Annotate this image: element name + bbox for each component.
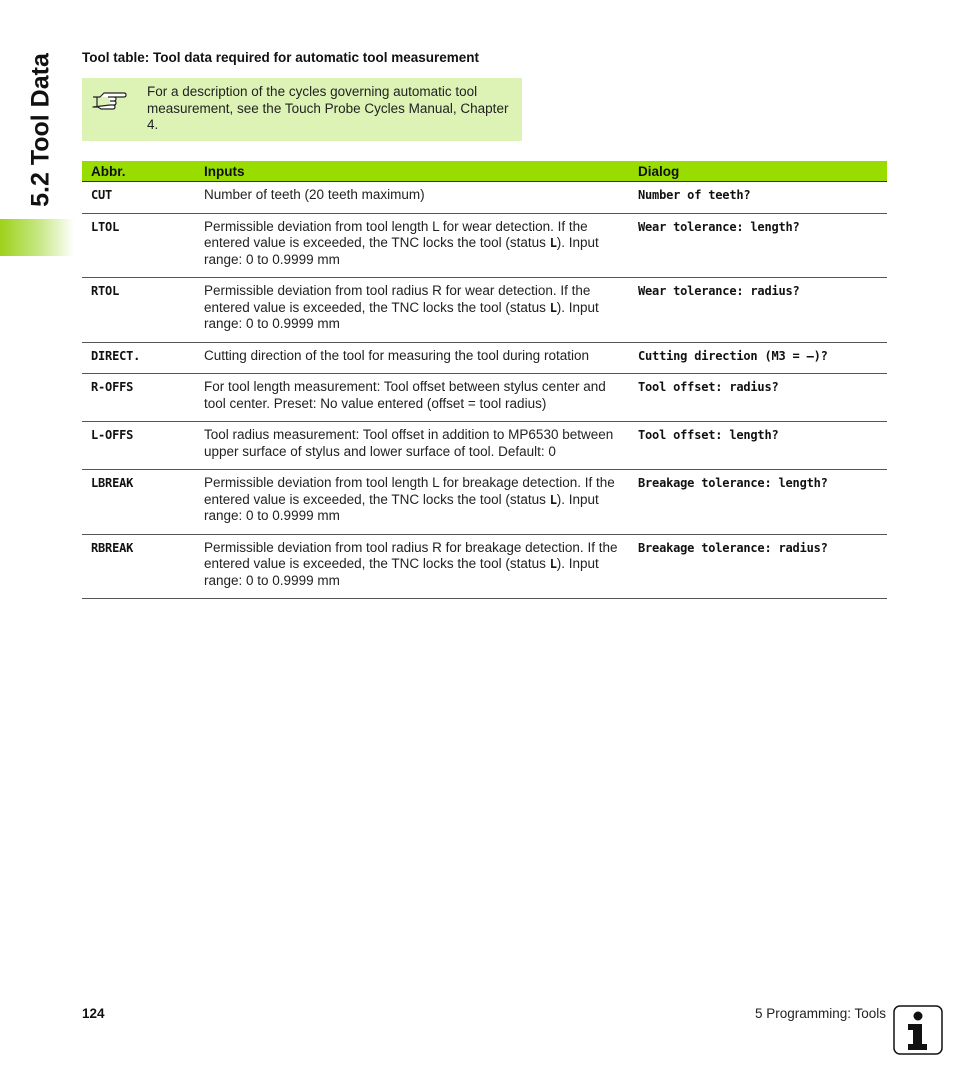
- table-header-row: [82, 161, 887, 182]
- row-inputs: [195, 470, 629, 535]
- table-row: [82, 278, 887, 343]
- row-dialog: Breakage tolerance: length?: [638, 476, 828, 490]
- row-abbr: RTOL: [91, 284, 120, 298]
- row-inputs-text: Permissible deviation from tool length L for wear detection. If the entered value is exceeded, the TNC locks the tool (status: [204, 218, 588, 250]
- header-abbr: Abbr.: [82, 161, 195, 182]
- note-box: [82, 78, 522, 141]
- tool-data-table: [82, 161, 887, 599]
- table-row: [82, 182, 887, 214]
- row-dialog: Cutting direction (M3 = –)?: [638, 348, 828, 363]
- row-inputs: Tool radius measurement: Tool offset in addition to MP6530 between upper surface of stylus and lower surface of tool. Default: 0: [195, 422, 629, 470]
- header-dialog: Dialog: [629, 161, 887, 182]
- row-inputs: [195, 534, 629, 599]
- note-text: For a description of the cycles governing automatic tool measurement, see the Touch Probe Cycles Manual, Chapter 4.: [147, 84, 509, 132]
- chapter-footer-label: 5 Programming: Tools: [754, 1006, 886, 1021]
- table-row: [82, 470, 887, 535]
- row-abbr: R-OFFS: [91, 380, 134, 394]
- row-inputs-text: ). Input range: 0 to 0.9999 mm: [204, 556, 599, 588]
- chapter-side-title-text: 5.2 Tool Data: [26, 53, 55, 207]
- chapter-tab-marker: [0, 219, 74, 256]
- row-abbr: LBREAK: [91, 476, 134, 490]
- row-inputs: Number of teeth (20 teeth maximum): [195, 182, 629, 214]
- section-heading: Tool table: Tool data required for automatic tool measurement: [82, 50, 480, 65]
- row-inputs-status: L: [549, 300, 557, 315]
- row-abbr: L-OFFS: [91, 428, 134, 442]
- row-inputs-text: ). Input range: 0 to 0.9999 mm: [204, 235, 599, 267]
- row-inputs-text: Permissible deviation from tool radius R for wear detection. If the entered value is exceeded, the TNC locks the tool (status: [204, 283, 591, 315]
- row-abbr: LTOL: [91, 219, 120, 234]
- row-inputs: For tool length measurement: Tool offset between stylus center and tool center. Preset: No value entered (offset = tool radius): [195, 374, 629, 422]
- table-row: [82, 374, 887, 422]
- pointing-hand-icon: [91, 88, 127, 112]
- row-dialog: Breakage tolerance: radius?: [638, 540, 828, 555]
- row-inputs-text: Permissible deviation from tool length L for breakage detection. If the entered value is exceeded, the TNC locks the tool (status: [204, 475, 615, 507]
- row-inputs: [195, 278, 629, 343]
- row-dialog: Tool offset: radius?: [638, 380, 779, 394]
- page-number: 124: [82, 1006, 105, 1021]
- row-inputs-text: Permissible deviation from tool radius R for breakage detection. If the entered value is exceeded, the TNC locks the tool (status: [204, 539, 618, 571]
- header-inputs: Inputs: [195, 161, 629, 182]
- row-abbr: RBREAK: [91, 540, 134, 555]
- table-row: [82, 213, 887, 278]
- row-inputs: Cutting direction of the tool for measuring the tool during rotation: [195, 342, 629, 374]
- row-abbr: DIRECT.: [91, 348, 141, 363]
- row-inputs: [195, 213, 629, 278]
- chapter-side-title: [19, 40, 63, 220]
- row-inputs-status: L: [549, 492, 557, 507]
- row-dialog: Number of teeth?: [638, 188, 751, 202]
- row-abbr: CUT: [91, 188, 113, 202]
- table-row: [82, 534, 887, 599]
- table-row: [82, 342, 887, 374]
- row-inputs-text: ). Input range: 0 to 0.9999 mm: [204, 491, 599, 523]
- row-inputs-status: L: [549, 557, 557, 571]
- row-inputs-status: L: [549, 236, 557, 250]
- info-icon: [893, 1005, 943, 1055]
- table-row: [82, 422, 887, 470]
- row-dialog: Wear tolerance: radius?: [638, 284, 800, 298]
- row-inputs-text: ). Input range: 0 to 0.9999 mm: [204, 299, 599, 331]
- row-dialog: Wear tolerance: length?: [638, 219, 800, 234]
- row-dialog: Tool offset: length?: [638, 428, 779, 442]
